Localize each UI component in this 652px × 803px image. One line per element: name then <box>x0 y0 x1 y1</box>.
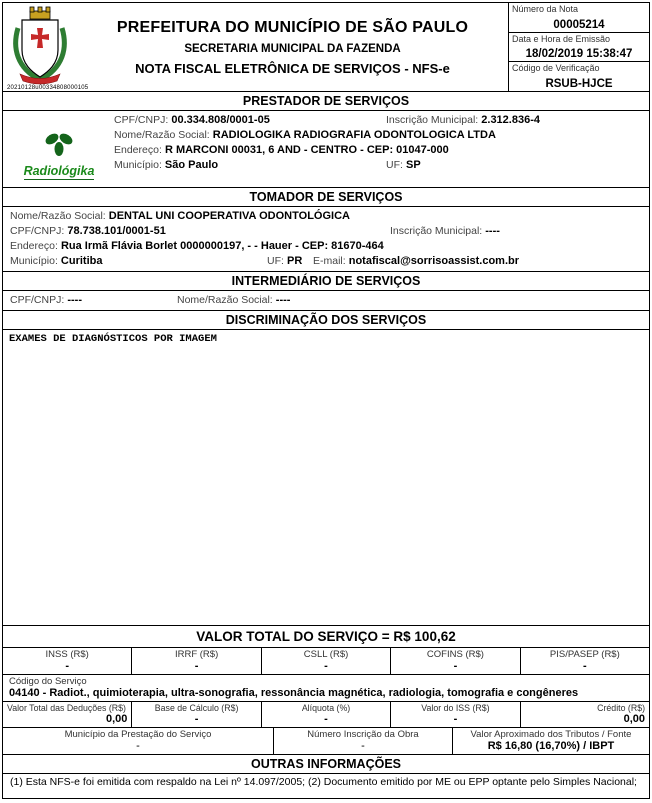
prestador-logo-text: Radiológika <box>23 164 95 178</box>
codigo-servico-value: 04140 - Radiot., quimioterapia, ultra-sonografia, ressonância magnética, radiologia, tomografia e congêneres <box>9 687 579 699</box>
impostos-inss-label: INSS (R$) <box>45 649 89 660</box>
prestador-cpf-label: CPF/CNPJ: <box>114 114 169 126</box>
impostos-pispasep-label: PIS/PASEP (R$) <box>549 649 620 660</box>
prestador-endereco-value: R MARCONI 00031, 6 AND - CENTRO - CEP: 01047-000 <box>164 144 449 156</box>
valores-table <box>3 702 649 728</box>
sao-paulo-coat-of-arms-icon <box>3 3 77 91</box>
aliquota-value: - <box>324 713 328 725</box>
outras-informacoes-text: (1) Esta NFS-e foi emitida com respaldo na Lei nº 14.097/2005; (2) Documento emitido por ME ou EPP optante pelo Simples Nacional; <box>10 776 637 788</box>
municipio-prestacao-value: - <box>136 740 140 752</box>
impostos-cofins-label: COFINS (R$) <box>426 649 484 660</box>
intermediario-section-title: INTERMEDIÁRIO DE SERVIÇOS <box>3 272 649 291</box>
valor-iss-value: - <box>453 713 458 725</box>
impostos-cofins-cell <box>391 648 520 674</box>
verification-code-label: Código de Verificação <box>512 63 600 74</box>
edge-serial-text: 20210128u00334808000105 <box>7 85 89 91</box>
impostos-csll-label: CSLL (R$) <box>303 649 349 660</box>
impostos-cofins-value: - <box>453 660 458 672</box>
base-calculo-cell <box>132 702 261 727</box>
discriminacao-text: EXAMES DE DIAGNÓSTICOS POR IMAGEM <box>9 333 217 345</box>
aliquota-cell <box>262 702 391 727</box>
dept-title: SECRETARIA MUNICIPAL DA FAZENDA <box>184 42 401 55</box>
tomador-endereco-label: Endereço: <box>10 240 58 252</box>
impostos-pispasep-cell <box>521 648 649 674</box>
credito-cell <box>521 702 649 727</box>
outras-informacoes-title: OUTRAS INFORMAÇÕES <box>3 755 649 774</box>
impostos-pispasep-value: - <box>582 660 587 672</box>
codigo-servico-label: Código do Serviço <box>9 676 87 687</box>
verification-code-value: RSUB-HJCE <box>545 78 613 91</box>
header-info-box <box>508 3 649 91</box>
impostos-irrf-value: - <box>194 660 199 672</box>
impostos-irrf-cell <box>132 648 261 674</box>
impostos-inss-value: - <box>65 660 70 672</box>
tributos-fonte-cell <box>453 728 649 754</box>
nota-number-label: Número da Nota <box>512 4 579 14</box>
doc-title: NOTA FISCAL ELETRÔNICA DE SERVIÇOS - NFS-e <box>135 60 450 76</box>
prestador-uf-value: SP <box>405 159 421 171</box>
prestador-nome-value: RADIOLOGIKA RADIOGRAFIA ODONTOLOGICA LTDA <box>212 129 496 141</box>
nota-number-cell <box>509 3 649 33</box>
tomador-email-label: E-mail: <box>313 255 346 267</box>
prestador-logo <box>11 131 107 180</box>
org-title: PREFEITURA DO MUNICÍPIO DE SÃO PAULO <box>116 18 469 36</box>
prestador-endereco-label: Endereço: <box>114 144 162 156</box>
prestador-uf-label: UF: <box>386 159 403 171</box>
tomador-municipio-label: Município: <box>10 255 58 267</box>
discriminacao-section-title: DISCRIMINAÇÃO DOS SERVIÇOS <box>3 311 649 330</box>
tomador-im-value: ---- <box>485 225 500 237</box>
emission-date-value: 18/02/2019 15:38:47 <box>525 48 633 61</box>
credito-value: 0,00 <box>623 713 646 725</box>
aliquota-label: Alíquota (%) <box>301 703 351 713</box>
bottom-whitespace <box>3 791 649 798</box>
radiologika-trefoil-icon <box>42 131 76 157</box>
discriminacao-section <box>3 330 649 626</box>
impostos-csll-value: - <box>324 660 328 672</box>
base-calculo-label: Base de Cálculo (R$) <box>154 703 239 713</box>
tomador-cpf-label: CPF/CNPJ: <box>10 225 65 237</box>
base-calculo-value: - <box>194 713 199 725</box>
tomador-municipio-value: Curitiba <box>60 255 103 267</box>
emission-date-cell <box>509 33 649 63</box>
intermediario-cpf-value: ---- <box>67 294 82 306</box>
deducoes-cell <box>3 702 132 727</box>
nfse-document <box>2 2 650 799</box>
prestador-section-title: PRESTADOR DE SERVIÇOS <box>3 92 649 111</box>
tomador-nome-value: DENTAL UNI COOPERATIVA ODONTOLÓGICA <box>108 210 350 222</box>
inscricao-obra-label: Número Inscrição da Obra <box>307 729 419 740</box>
document-header <box>3 3 649 92</box>
rodape-table <box>3 728 649 755</box>
tomador-uf-label: UF: <box>267 255 284 267</box>
inscricao-obra-value: - <box>361 740 365 752</box>
intermediario-cpf-label: CPF/CNPJ: <box>10 294 65 306</box>
valor-iss-label: Valor do ISS (R$) <box>421 703 490 713</box>
prestador-fields <box>114 113 642 173</box>
prestador-nome-label: Nome/Razão Social: <box>114 129 210 141</box>
intermediario-nome-value: ---- <box>275 294 291 306</box>
municipio-prestacao-cell <box>3 728 274 754</box>
tributos-fonte-value: R$ 16,80 (16,70%) / IBPT <box>487 740 615 752</box>
tributos-fonte-label: Valor Aproximado dos Tributos / Fonte <box>470 729 632 740</box>
intermediario-nome-label: Nome/Razão Social: <box>177 294 273 306</box>
impostos-csll-cell <box>262 648 391 674</box>
valor-iss-cell <box>391 702 520 727</box>
emission-date-label: Data e Hora de Emissão <box>512 33 611 44</box>
tomador-im-label: Inscrição Municipal: <box>390 225 483 237</box>
tomador-cpf-value: 78.738.101/0001-51 <box>67 225 166 237</box>
inscricao-obra-cell <box>274 728 453 754</box>
prestador-municipio-value: São Paulo <box>164 159 219 171</box>
tomador-section-title: TOMADOR DE SERVIÇOS <box>3 188 649 207</box>
municipio-prestacao-label: Município da Prestação do Serviço <box>64 729 212 740</box>
prestador-cpf-value: 00.334.808/0001-05 <box>171 114 270 126</box>
codigo-servico-section <box>3 675 649 702</box>
tomador-email-value: notafiscal@sorrisoassist.com.br <box>348 255 520 267</box>
impostos-irrf-label: IRRF (R$) <box>174 649 219 660</box>
header-titles <box>77 3 508 91</box>
prestador-im-value: 2.312.836-4 <box>481 114 540 126</box>
tomador-nome-label: Nome/Razão Social: <box>10 210 106 222</box>
tomador-endereco-value: Rua Irmã Flávia Borlet 0000000197, - - Hauer - CEP: 81670-464 <box>60 240 384 252</box>
credito-label: Crédito (R$) <box>597 703 646 713</box>
tomador-uf-value: PR <box>286 255 303 267</box>
prestador-im-label: Inscrição Municipal: <box>386 114 479 126</box>
impostos-table <box>3 648 649 675</box>
impostos-inss-cell <box>3 648 132 674</box>
verification-code-cell <box>509 62 649 91</box>
deducoes-value: 0,00 <box>105 713 128 725</box>
prestador-municipio-label: Município: <box>114 159 162 171</box>
intermediario-section <box>3 291 649 311</box>
deducoes-label: Valor Total das Deduções (R$) <box>7 703 126 713</box>
nota-number-value: 00005214 <box>553 18 605 31</box>
valor-total-bar: VALOR TOTAL DO SERVIÇO = R$ 100,62 <box>3 626 649 648</box>
prestador-section <box>3 111 649 188</box>
tomador-section <box>3 207 649 272</box>
